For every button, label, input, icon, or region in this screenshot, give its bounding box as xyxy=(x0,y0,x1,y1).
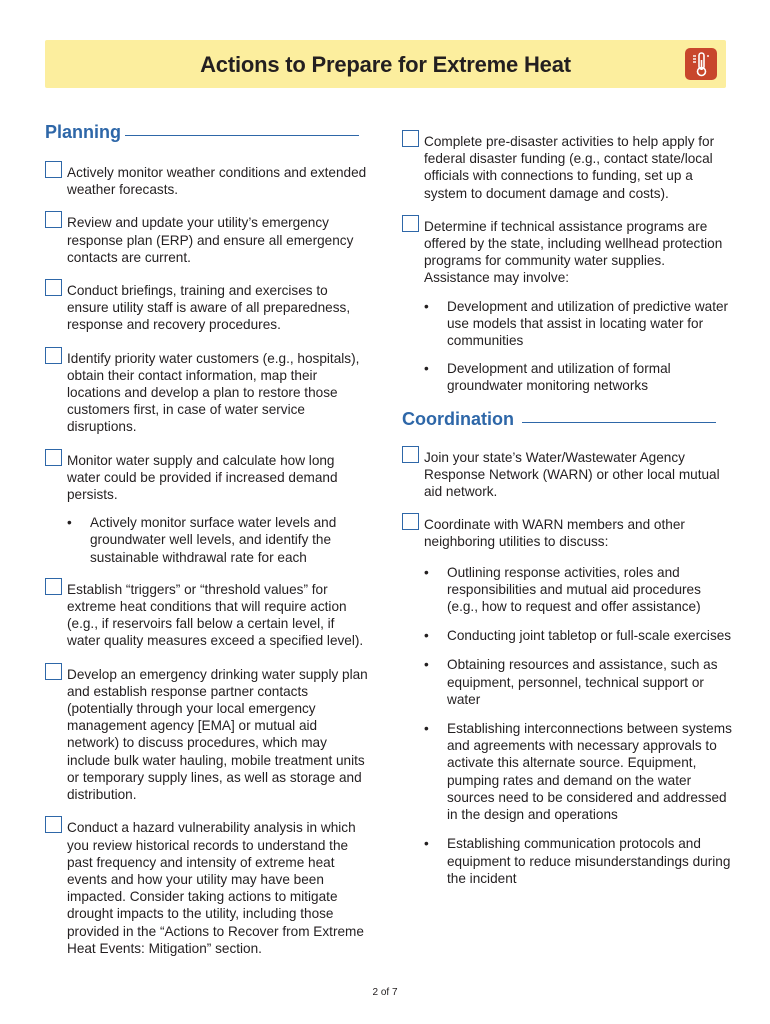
thermometer-alert-icon xyxy=(685,48,717,80)
checklist-item xyxy=(402,516,732,550)
bullet-item xyxy=(402,835,732,887)
bullet-item xyxy=(402,564,732,616)
bullet-item xyxy=(402,360,732,394)
planning-heading-label: Planning xyxy=(45,122,121,142)
bullet-text: Actively monitor surface water levels and groundwater well levels, and identify the sustainable withdrawal rate for each xyxy=(90,515,337,565)
checkbox[interactable] xyxy=(45,663,62,680)
checklist-item-text: Conduct briefings, training and exercises to ensure utility staff is aware of all preparedness, response and recovery procedures. xyxy=(67,283,351,333)
checklist-item-text: Develop an emergency drinking water supply plan and establish response partner contacts (potentially through your local emergency management agency [EMA] or mutual aid network) to discuss procedures, which may include bulk water hauling, mobile treatment units or temporary supply lines, as well as storage and distribution. xyxy=(67,666,368,803)
checkbox[interactable] xyxy=(45,449,62,466)
checklist-item xyxy=(45,581,370,650)
checklist-item-text: Complete pre-disaster activities to help apply for federal disaster funding (e.g., contact state/local officials with connections to funding, set up a system to document damage and costs). xyxy=(424,134,715,201)
bullet-text: Obtaining resources and assistance, such as equipment, personnel, technical support or water xyxy=(447,657,718,707)
checkbox[interactable] xyxy=(45,578,62,595)
coordination-heading-label: Coordination xyxy=(402,408,514,429)
coordination-heading xyxy=(402,408,732,435)
checklist-item xyxy=(45,164,370,198)
bullet-text: Conducting joint tabletop or full-scale exercises xyxy=(447,628,732,644)
planning-heading-rule xyxy=(125,135,359,136)
bullet-dot: • xyxy=(424,564,429,580)
bullet-text: Establishing interconnections between systems and agreements with necessary approvals to activate this alternate source. Equipment, pumping rates and demand on the water sources need to be considered and addressed in the design and operations xyxy=(447,721,732,823)
checklist-item xyxy=(45,282,370,334)
checklist-item-text: Monitor water supply and calculate how long water could be provided if increased demand persists. xyxy=(67,452,338,503)
checklist-item-text: Identify priority water customers (e.g., hospitals), obtain their contact information, map their locations and develop a plan to restore those customers first, in case of water service disruptions. xyxy=(67,350,360,435)
bullet-text: Establishing communication protocols and equipment to reduce misunderstandings during the incident xyxy=(447,836,731,886)
checklist-item xyxy=(45,214,370,266)
checkbox[interactable] xyxy=(402,513,419,530)
bullet-dot: • xyxy=(424,836,429,852)
checklist-item xyxy=(45,666,370,804)
checkbox[interactable] xyxy=(45,161,62,178)
coordination-heading-rule xyxy=(522,422,716,423)
bullet-text: Outlining response activities, roles and responsibilities and mutual aid procedures (e.g., how to request and offer assistance) xyxy=(447,564,701,615)
checklist-item xyxy=(45,452,370,504)
title-banner xyxy=(45,40,726,88)
checkbox[interactable] xyxy=(45,211,62,228)
checklist-item-text: Establish “triggers” or “threshold values” for extreme heat conditions that will require action (e.g., if reservoirs fall below a certain level, if water quality measures exceed a specified level). xyxy=(67,581,364,649)
checklist-item xyxy=(402,218,732,287)
checkbox[interactable] xyxy=(45,279,62,296)
bullet-dot: • xyxy=(424,298,429,314)
checklist-item xyxy=(402,449,732,501)
checklist-item-text: Determine if technical assistance programs are offered by the state, including wellhead protection programs for community water supplies. Assistance may involve: xyxy=(424,218,723,286)
checkbox[interactable] xyxy=(45,347,62,364)
bullet-item xyxy=(402,656,732,708)
bullet-item xyxy=(402,720,732,823)
bullet-text: Development and utilization of formal groundwater monitoring networks xyxy=(447,361,671,394)
planning-heading xyxy=(45,124,370,148)
checklist-item-text: Conduct a hazard vulnerability analysis in which you review historical records to understand the past frequency and intensity of extreme heat events and how your utility may have been impacted. Consider taking actions to mitigate drought impacts to the utility, including those provided in the “Actions to Recover from Extreme Heat Events: Mitigation” section. xyxy=(67,820,364,956)
checklist-item xyxy=(45,350,370,436)
bullet-dot: • xyxy=(424,628,429,644)
bullet-item xyxy=(45,514,370,566)
checkbox[interactable] xyxy=(402,446,419,463)
bullet-dot: • xyxy=(424,361,429,377)
left-column xyxy=(45,124,370,957)
checkbox[interactable] xyxy=(402,130,419,147)
checkbox[interactable] xyxy=(45,816,62,833)
page-title: Actions to Prepare for Extreme Heat xyxy=(200,52,571,77)
checklist-item-text: Review and update your utility’s emergency response plan (ERP) and ensure all emergency contacts are current. xyxy=(67,215,354,265)
bullet-dot: • xyxy=(424,721,429,737)
page-number: 2 of 7 xyxy=(372,987,398,998)
bullet-item xyxy=(402,627,732,644)
checklist-item xyxy=(45,819,370,957)
checkbox[interactable] xyxy=(402,215,419,232)
checklist-item-text: Actively monitor weather conditions and extended weather forecasts. xyxy=(67,165,367,198)
thermometer-icon-graphic xyxy=(685,48,717,80)
bullet-text: Development and utilization of predictive water use models that assist in locating water for communities xyxy=(447,298,729,349)
bullet-dot: • xyxy=(67,515,72,531)
right-column xyxy=(402,133,732,887)
checklist-item-text: Coordinate with WARN members and other neighboring utilities to discuss: xyxy=(424,517,685,550)
checklist-item-text: Join your state’s Water/Wastewater Agency Response Network (WARN) or other local mutual aid network. xyxy=(424,449,720,500)
checklist-item xyxy=(402,133,732,202)
bullet-item xyxy=(402,298,732,350)
bullet-dot: • xyxy=(424,657,429,673)
